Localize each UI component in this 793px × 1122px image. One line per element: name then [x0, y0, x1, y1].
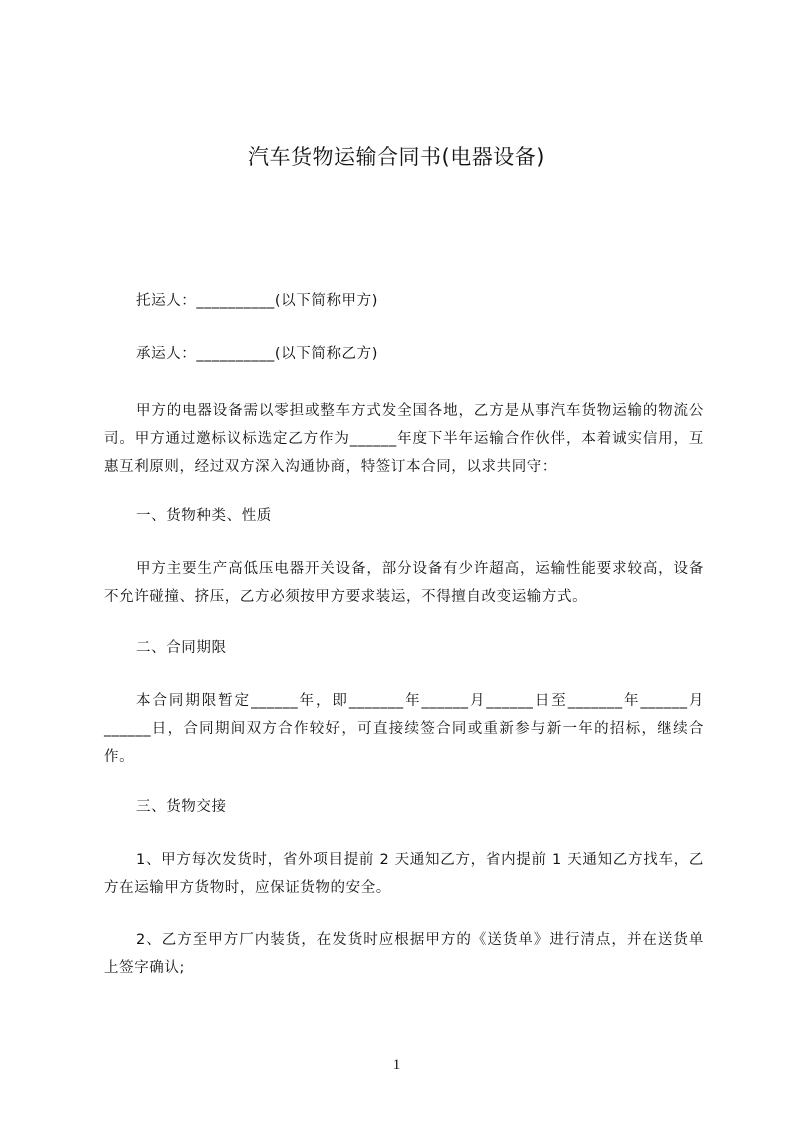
- contract-term-paragraph: 本合同期限暂定______年，即_______年______月______日至_______年______月______日，合同期间双方合作较好，可直接续签合同或重新参与新一年的招标，继续合作。: [104, 693, 704, 765]
- section-heading-goods-handover: 三、货物交接: [136, 799, 227, 815]
- section-heading-goods-type: 一、货物种类、性质: [136, 508, 272, 524]
- shipper-line: 托运人：__________(以下简称甲方): [136, 293, 379, 309]
- document-title: 汽车货物运输合同书(电器设备): [248, 145, 545, 169]
- goods-type-paragraph: 甲方主要生产高低压电器开关设备，部分设备有少许超高，运输性能要求较高，设备不允许碰撞、挤压，乙方必须按甲方要求装运，不得擅自改变运输方式。: [104, 561, 704, 605]
- carrier-line: 承运人：__________(以下简称乙方): [136, 346, 379, 362]
- intro-paragraph: 甲方的电器设备需以零担或整车方式发全国各地，乙方是从事汽车货物运输的物流公司。甲方通过邀标议标选定乙方作为______年度下半年运输合作伙伴，本着诚实信用，互惠互利原则，经过双方深入沟通协商，特签订本合同，以求共同守：: [104, 403, 704, 475]
- handover-item-1: 1、甲方每次发货时，省外项目提前 2 天通知乙方，省内提前 1 天通知乙方找车，乙方在运输甲方货物时，应保证货物的安全。: [104, 852, 704, 896]
- handover-item-2: 2、乙方至甲方厂内装货，在发货时应根据甲方的《送货单》进行清点，并在送货单上签字确认;: [104, 932, 704, 976]
- page-number: 1: [392, 1057, 401, 1073]
- section-heading-contract-term: 二、合同期限: [136, 640, 227, 656]
